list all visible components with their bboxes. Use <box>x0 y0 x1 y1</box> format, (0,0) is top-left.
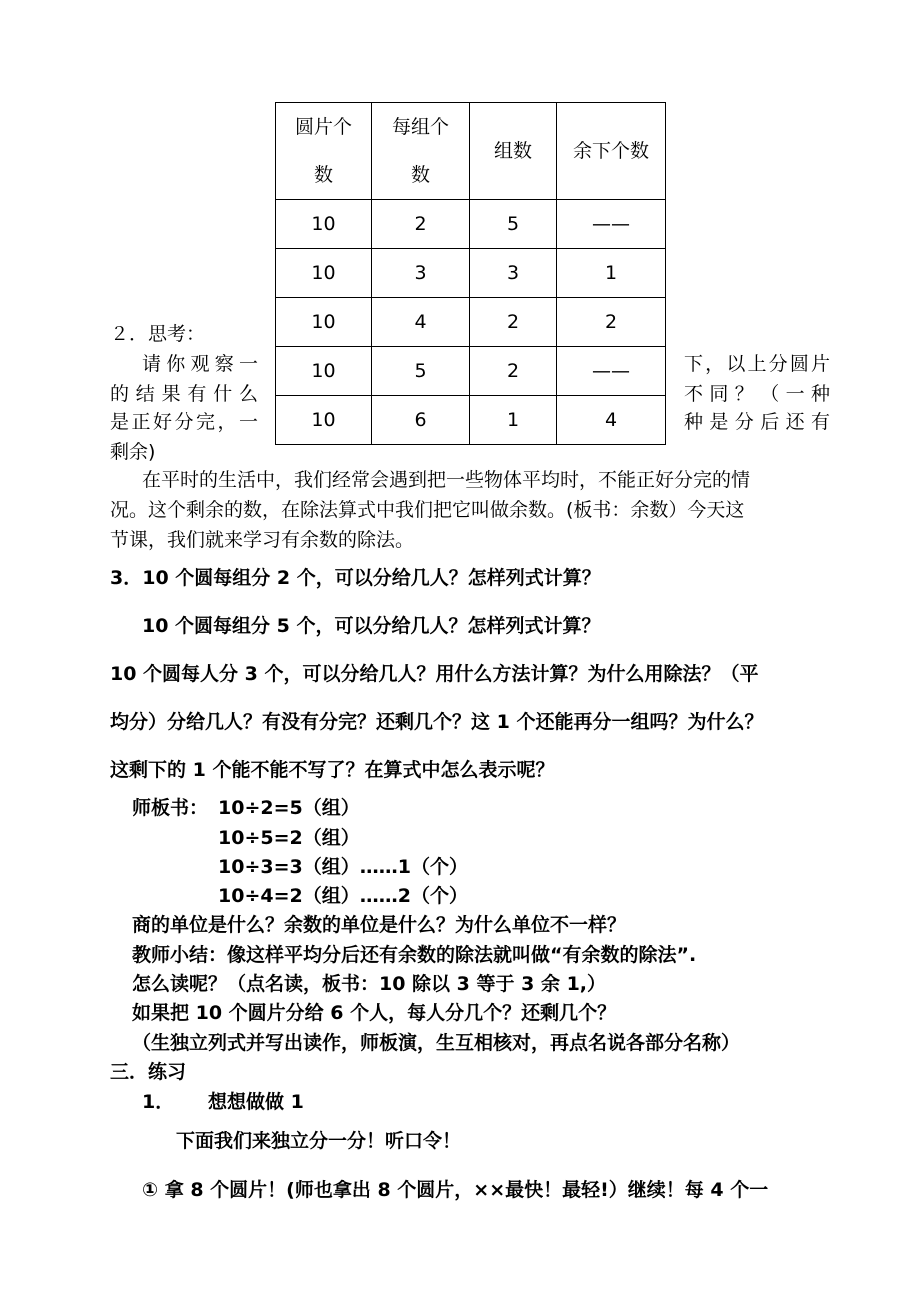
header-cell: 圆片个数 <box>276 103 372 200</box>
table-cell: 10 <box>276 347 372 396</box>
board-equation: 10÷5=2（组） <box>218 827 360 849</box>
table-cell: 10 <box>276 249 372 298</box>
exercise-line: ① 拿 8 个圆片！(师也拿出 8 个圆片，××最快！最轻!）继续！每 4 个一 <box>142 1179 769 1201</box>
table-cell: 4 <box>372 298 470 347</box>
teaching-line: 商的单位是什么？余数的单位是什么？为什么单位不一样？ <box>132 914 627 936</box>
table-cell: 10 <box>276 200 372 249</box>
table-cell: —— <box>557 200 666 249</box>
section2-left-line: 的结果有什么 <box>110 383 258 405</box>
section2-left-line: 剩余) <box>110 441 156 463</box>
teaching-line: 如果把 10 个圆片分给 6 个人，每人分几个？还剩几个？ <box>132 1002 617 1024</box>
exercise-number: 1． <box>142 1091 175 1113</box>
question-line: 3．10 个圆每组分 2 个，可以分给几人？怎样列式计算？ <box>110 567 601 589</box>
paragraph-line: 在平时的生活中，我们经常会遇到把一些物体平均时，不能正好分完的情 <box>142 469 751 491</box>
header-cell: 每组个数 <box>372 103 470 200</box>
board-equation: 10÷4=2（组）……2（个） <box>218 885 468 907</box>
question-line: 均分）分给几人？有没有分完？还剩几个？这 1 个还能再分一组吗？为什么？ <box>110 711 764 733</box>
table-cell: —— <box>557 347 666 396</box>
question-line: 这剩下的 1 个能不能不写了？在算式中怎么表示呢？ <box>110 759 555 781</box>
table-cell: 2 <box>557 298 666 347</box>
table-cell: 6 <box>372 396 470 445</box>
table-cell: 1 <box>470 396 557 445</box>
data-table <box>275 102 666 445</box>
section2-right-line: 种是分后还有 <box>684 411 830 433</box>
table-cell: 2 <box>470 347 557 396</box>
section2-left-line: 是正好分完，一 <box>110 411 258 433</box>
table-header-row <box>276 103 666 200</box>
table-cell: 3 <box>470 249 557 298</box>
teaching-line: 教师小结：像这样平均分后还有余数的除法就叫做“有余数的除法”. <box>132 944 697 966</box>
table-row <box>276 347 666 396</box>
table-row <box>276 396 666 445</box>
table-cell: 5 <box>470 200 557 249</box>
table-row <box>276 298 666 347</box>
board-label: 师板书： <box>132 797 209 819</box>
section2-right-line: 下，以上分圆片 <box>684 353 830 375</box>
table-cell: 5 <box>372 347 470 396</box>
table-cell: 3 <box>372 249 470 298</box>
teaching-line: （生独立列式并写出读作，师板演，生互相核对，再点名说各部分名称） <box>132 1032 741 1054</box>
table-cell: 10 <box>276 298 372 347</box>
paragraph-line: 节课，我们就来学习有余数的除法。 <box>110 529 415 551</box>
table-row <box>276 249 666 298</box>
section2-left-line: 请你观察一 <box>142 353 258 375</box>
header-cell: 组数 <box>470 103 557 200</box>
section2-right-line: 不同？（一种 <box>684 383 830 405</box>
board-equation: 10÷3=3（组）……1（个） <box>218 856 468 878</box>
table-cell: 2 <box>470 298 557 347</box>
paragraph-line: 况。这个剩余的数，在除法算式中我们把它叫做余数。(板书：余数）今天这 <box>110 499 745 521</box>
table-row <box>276 200 666 249</box>
question-line: 10 个圆每人分 3 个，可以分给几人？用什么方法计算？为什么用除法？（平 <box>110 663 759 685</box>
teaching-line: 怎么读呢？（点名读，板书：10 除以 3 等于 3 余 1,） <box>132 973 607 995</box>
section3-heading: 三．练习 <box>110 1061 187 1083</box>
board-equation: 10÷2=5（组） <box>218 797 360 819</box>
question-line: 10 个圆每组分 5 个，可以分给几人？怎样列式计算？ <box>142 615 601 637</box>
exercise-line: 下面我们来独立分一分！听口令！ <box>176 1130 462 1152</box>
table-cell: 10 <box>276 396 372 445</box>
exercise-title: 想想做做 1 <box>208 1091 304 1113</box>
table-cell: 2 <box>372 200 470 249</box>
table-cell: 4 <box>557 396 666 445</box>
section2-heading: ２．思考： <box>110 323 206 345</box>
table-cell: 1 <box>557 249 666 298</box>
header-cell: 余下个数 <box>557 103 666 200</box>
